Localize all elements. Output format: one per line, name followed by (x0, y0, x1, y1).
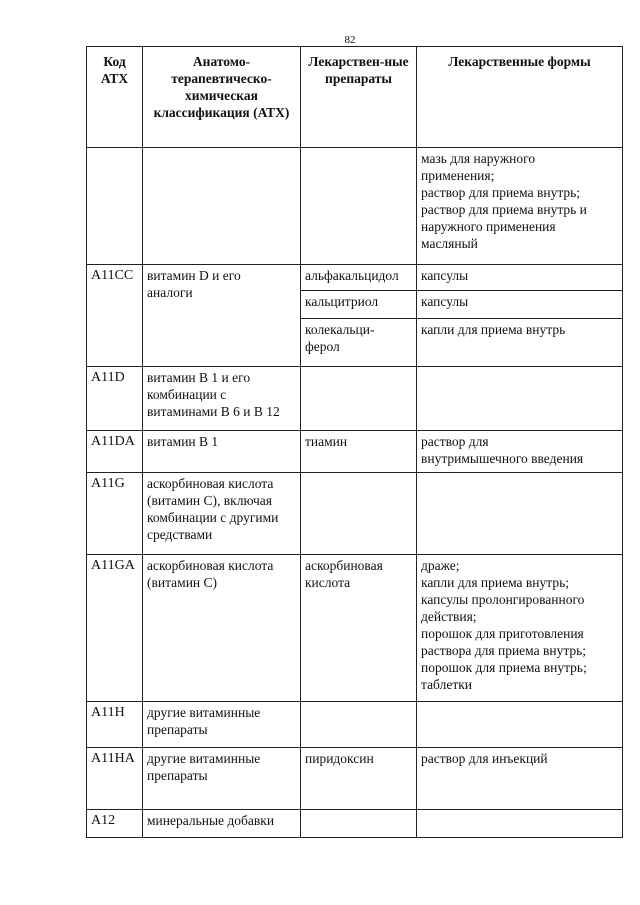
atx-table (86, 46, 623, 838)
cell-drug (301, 148, 417, 265)
cell-classification: минеральные добавки (143, 810, 301, 838)
cell-forms: раствор для инъекций (417, 748, 623, 810)
cell-code: A11CC (87, 265, 143, 367)
cell-code: A11DA (87, 431, 143, 473)
cell-forms: капсулы (417, 265, 623, 291)
cell-forms (417, 367, 623, 431)
page-number: 82 (344, 34, 356, 46)
cell-classification: витамин D и его аналоги (143, 265, 301, 367)
table-row (87, 473, 623, 555)
cell-forms: капсулы (417, 291, 623, 319)
cell-drug (301, 473, 417, 555)
cell-drug: кальцитриол (301, 291, 417, 319)
cell-drug (301, 702, 417, 748)
table-row (87, 431, 623, 473)
header-classification: Анатомо-терапевтическо-химическая классификация (АТХ) (143, 47, 301, 148)
cell-classification: другие витаминные препараты (143, 702, 301, 748)
cell-code: A11H (87, 702, 143, 748)
cell-code: A11D (87, 367, 143, 431)
cell-classification: витамин B 1 и его комбинации с витаминами B 6 и B 12 (143, 367, 301, 431)
cell-drug: тиамин (301, 431, 417, 473)
table-row (87, 810, 623, 838)
cell-classification: аскорбиновая кислота (витамин C), включая комбинации с другими средствами (143, 473, 301, 555)
cell-classification: витамин B 1 (143, 431, 301, 473)
header-drugs: Лекарствен-ные препараты (301, 47, 417, 148)
cell-drug: колекальци- ферол (301, 319, 417, 367)
cell-forms: драже; капли для приема внутрь; капсулы пролонгированного действия; порошок для приготовления раствора для приема внутрь; порошок для приема внутрь; таблетки (417, 555, 623, 702)
cell-forms (417, 473, 623, 555)
cell-forms (417, 702, 623, 748)
cell-forms: капли для приема внутрь (417, 319, 623, 367)
cell-code: A11HA (87, 748, 143, 810)
cell-classification: другие витаминные препараты (143, 748, 301, 810)
cell-classification (143, 148, 301, 265)
cell-forms: раствор для внутримышечного введения (417, 431, 623, 473)
cell-classification: аскорбиновая кислота (витамин C) (143, 555, 301, 702)
cell-drug: пиридоксин (301, 748, 417, 810)
table-row (87, 265, 623, 291)
header-code: Код АТХ (87, 47, 143, 148)
cell-drug: альфакальцидол (301, 265, 417, 291)
table-row (87, 555, 623, 702)
cell-code: A12 (87, 810, 143, 838)
table-header-row (87, 47, 623, 148)
cell-drug: аскорбиновая кислота (301, 555, 417, 702)
cell-forms: мазь для наружного применения; раствор для приема внутрь; раствор для приема внутрь и наружного применения масляный (417, 148, 623, 265)
table-row (87, 367, 623, 431)
table-row (87, 148, 623, 265)
cell-drug (301, 810, 417, 838)
cell-drug (301, 367, 417, 431)
header-forms: Лекарственные формы (417, 47, 623, 148)
cell-code: A11G (87, 473, 143, 555)
cell-code: A11GA (87, 555, 143, 702)
table-row (87, 748, 623, 810)
cell-forms (417, 810, 623, 838)
table-row (87, 702, 623, 748)
cell-code (87, 148, 143, 265)
